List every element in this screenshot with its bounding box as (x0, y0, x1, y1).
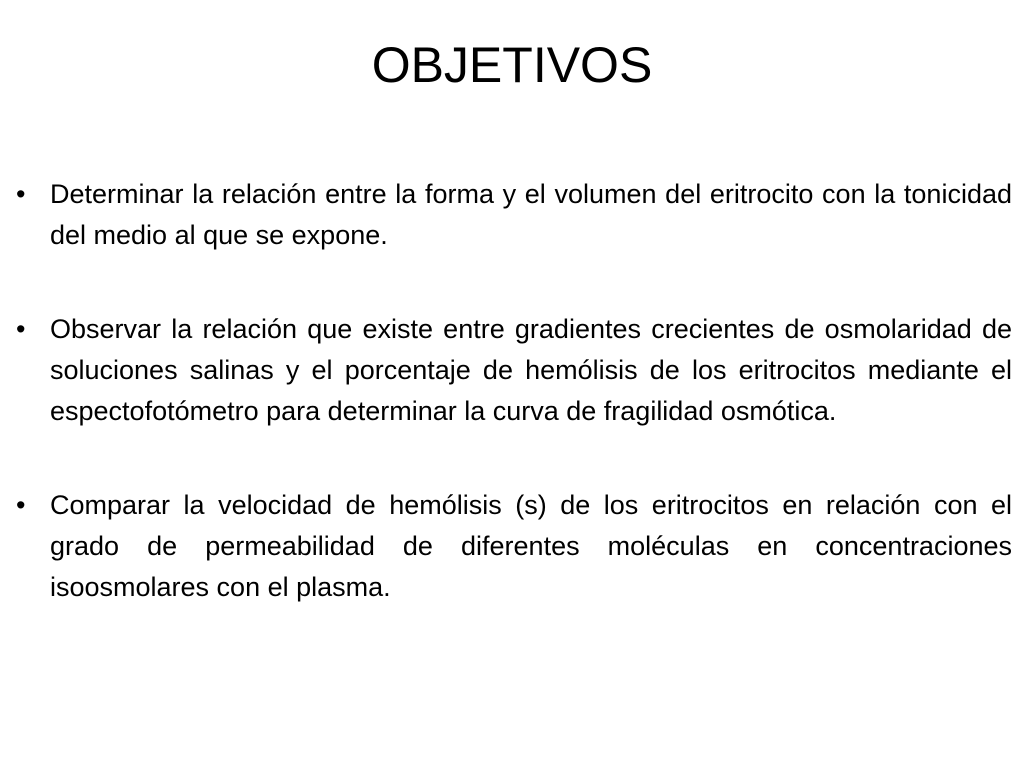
bullet-dot-icon: • (16, 314, 26, 344)
bullet-item (16, 485, 1012, 608)
bullet-text: Comparar la velocidad de hemólisis (s) de los eritrocitos en relación con el grado de permeabilidad de diferentes moléculas en concentraciones isoosmolares con el plasma. (50, 490, 1012, 602)
slide-title: OBJETIVOS (371, 37, 653, 93)
bullet-item (16, 174, 1012, 256)
bullet-text: Observar la relación que existe entre gradientes crecientes de osmolaridad de soluciones salinas y el porcentaje de hemólisis de los eritrocitos mediante el espectofotómetro para determinar la curva de fragilidad osmótica. (50, 314, 1012, 426)
bullet-item (16, 309, 1012, 432)
bullet-text: Determinar la relación entre la forma y el volumen del eritrocito con la tonicidad del medio al que se expone. (50, 179, 1012, 250)
bullet-dot-icon: • (16, 179, 26, 209)
bullet-dot-icon: • (16, 490, 26, 520)
bullet-list (16, 174, 1012, 661)
